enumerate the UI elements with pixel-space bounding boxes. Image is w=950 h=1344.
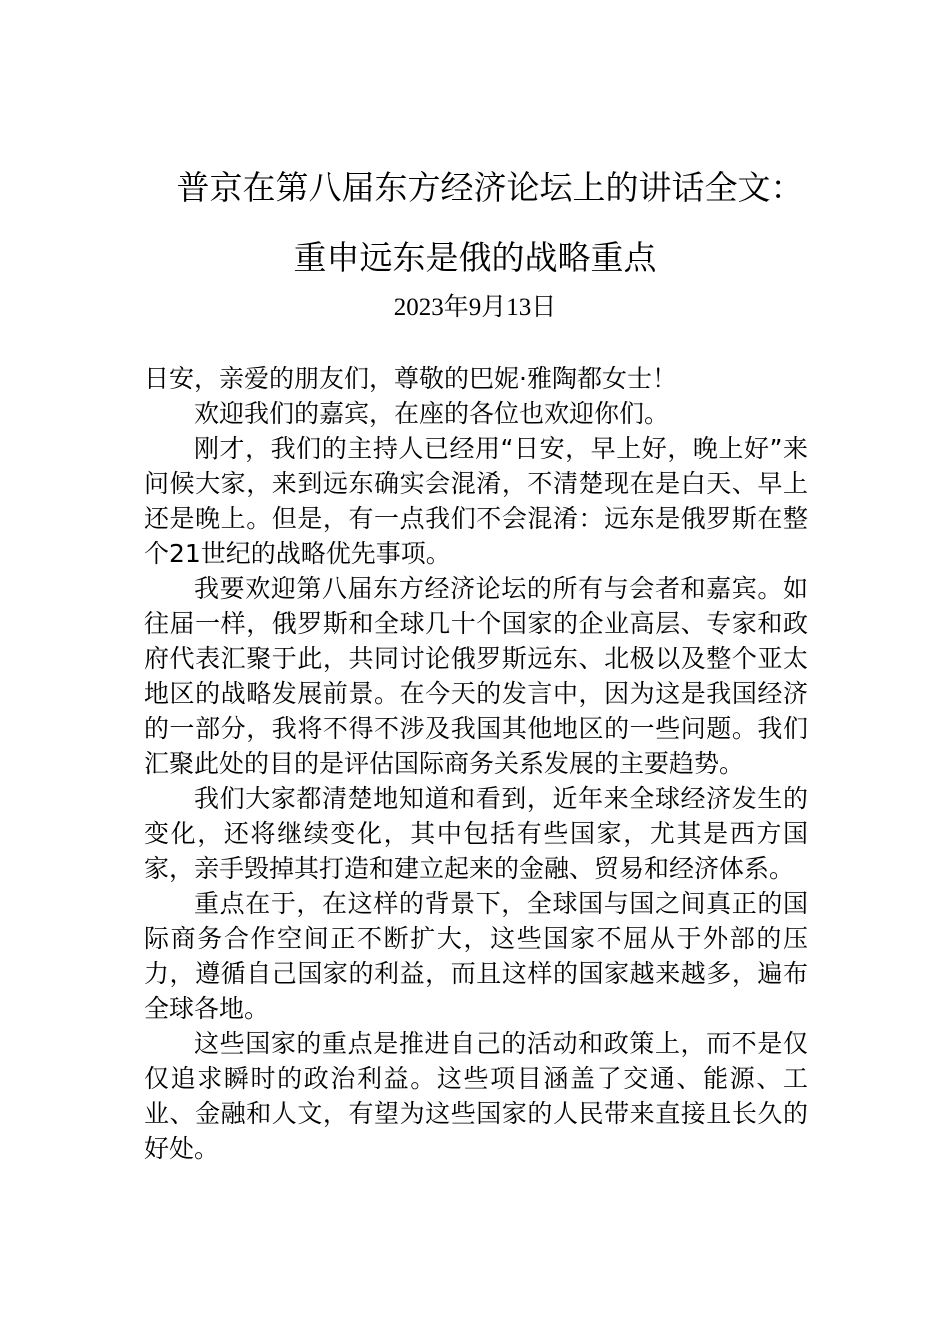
paragraph: 重点在于，在这样的背景下，全球国与国之间真正的国际商务合作空间正不断扩大，这些国家不屈从于外部的压力，遵循自己国家的利益，而且这样的国家越来越多，遍布全球各地。 (144, 889, 808, 1023)
document-date: 2023年9月13日 (393, 294, 557, 321)
document-body (144, 361, 808, 1166)
paragraph: 刚才，我们的主持人已经用“日安，早上好，晚上好”来问候大家，来到远东确实会混淆，不清楚现在是白天、早上还是晚上。但是，有一点我们不会混淆：远东是俄罗斯在整个21世纪的战略优先事项。 (144, 434, 808, 568)
paragraph: 这些国家的重点是推进自己的活动和政策上，而不是仅仅追求瞬时的政治利益。这些项目涵盖了交通、能源、工业、金融和人文，有望为这些国家的人民带来直接且长久的好处。 (144, 1029, 808, 1163)
paragraph: 我要欢迎第八届东方经济论坛的所有与会者和嘉宾。如往届一样，俄罗斯和全球几十个国家的企业高层、专家和政府代表汇聚于此，共同讨论俄罗斯远东、北极以及整个亚太地区的战略发展前景。在今天的发言中，因为这是我国经济的一部分，我将不得不涉及我国其他地区的一些问题。我们汇聚此处的目的是评估国际商务关系发展的主要趋势。 (144, 574, 808, 778)
paragraph-greeting: 日安，亲爱的朋友们，尊敬的巴妮·雅陶都女士！ (144, 364, 677, 393)
paragraph: 欢迎我们的嘉宾，在座的各位也欢迎你们。 (194, 399, 670, 428)
paragraph: 我们大家都清楚地知道和看到，近年来全球经济发生的变化，还将继续变化，其中包括有些国家，尤其是西方国家，亲手毁掉其打造和建立起来的金融、贸易和经济体系。 (144, 784, 808, 883)
document-title-line-1: 普京在第八届东方经济论坛上的讲话全文： (176, 168, 804, 207)
document-title-line-2: 重申远东是俄的战略重点 (293, 238, 657, 277)
